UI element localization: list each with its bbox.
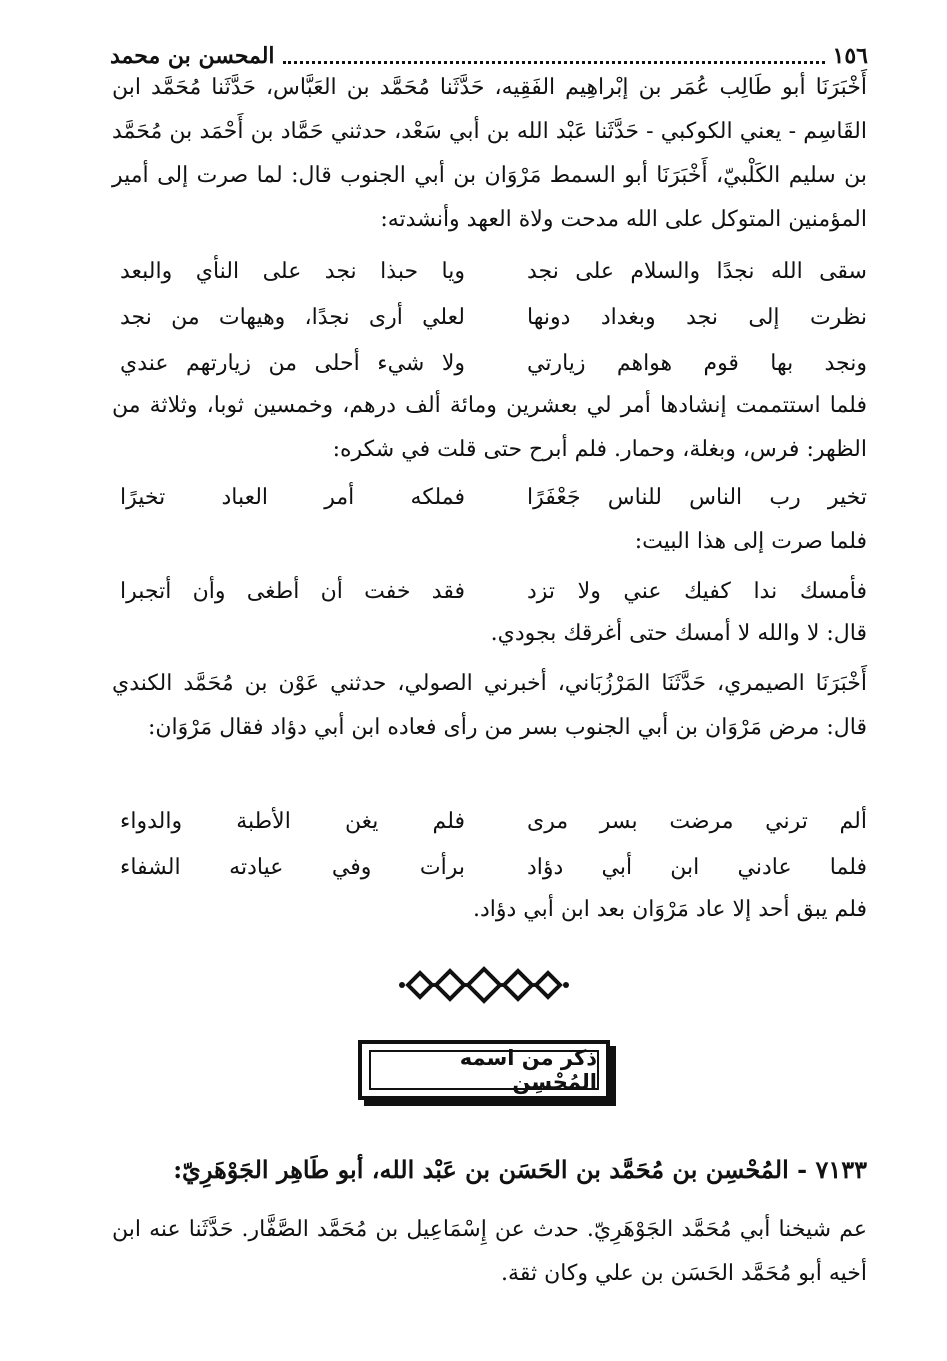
- entry-title: ٧١٣٣ - المُحْسِن بن مُحَمَّد بن الحَسَن بن عَبْد الله، أبو طَاهِر الجَوْهَرِيّ:: [173, 1155, 867, 1184]
- verse-second-hemistich: ويا حبذا نجد على النأي والبعد: [120, 258, 465, 284]
- page-number: ١٥٦: [832, 43, 868, 69]
- verse-first-hemistich: ونجد بها قوم هواهم زيارتي: [527, 350, 867, 376]
- entry-body: [112, 1208, 867, 1296]
- paragraph-text: قال: لا والله لا أمسك حتى أغرقك بجودي.: [490, 621, 867, 646]
- verse-first-hemistich: فأمسك ندا كفيك عني ولا تزد: [527, 578, 867, 604]
- paragraph-text: فلما استتممت إنشادها أمر لي بعشرين ومائة ألف درهم، وخمسين ثوبا، وثلاثة من الظهر: فرس، وبغلة، وحمار. فلم أبرح حتى قلت في شكره:: [112, 393, 867, 462]
- paragraph-text: عم شيخنا أبي مُحَمَّد الجَوْهَرِيّ. حدث عن إِسْمَاعِيل بن مُحَمَّد الصَّفَّار. حَدَّثَنا عنه ابن أخيه أبو مُحَمَّد الحَسَن بن علي وكان ثقة.: [112, 1217, 867, 1286]
- poem-block-1: [112, 248, 867, 386]
- closing-paragraph: [112, 888, 867, 932]
- verse-first-hemistich: سقى الله نجدًا والسلام على نجد: [527, 258, 867, 284]
- verse-line: [112, 568, 867, 614]
- verse-line: [112, 294, 867, 340]
- verse-line: [112, 340, 867, 386]
- verse-first-hemistich: نظرت إلى نجد وبغداد دونها: [527, 304, 867, 330]
- isnad-paragraph-5: [112, 662, 867, 750]
- section-divider-ornament-icon: [398, 960, 570, 1010]
- paragraph-text: فلما صرت إلى هذا البيت:: [634, 529, 867, 554]
- verse-first-hemistich: ألم ترني مرضت بسر مرى: [527, 808, 867, 834]
- paragraph-text: أَخْبَرَنَا الصيمري، حَدَّثَنَا المَرْزُبَاني، أخبرني الصولي، حدثني عَوْن بن مُحَمَّد الكندي قال: مرض مَرْوَان بن أبي الجنوب بسر من رأى فعاده ابن أبي دؤاد فقال مَرْوَان:: [112, 671, 867, 740]
- paragraph-text: فلم يبق أحد إلا عاد مَرْوَان بعد ابن أبي دؤاد.: [472, 897, 867, 922]
- verse-second-hemistich: فقد خفت أن أطغى وأن أتجبرا: [120, 578, 465, 604]
- narrative-paragraph-2: [112, 384, 867, 472]
- verse-line: [112, 248, 867, 294]
- paragraph-text: أَخْبَرَنَا أبو طَالِب عُمَر بن إبْراهِيم الفَقِيه، حَدَّثَنا مُحَمَّد بن العَبَّاس، حَدَّثَنا مُحَمَّد ابن القَاسِم - يعني الكوكبي - حَدَّثَنا عَبْد الله بن أبي سَعْد، حدثني حَمَّاد بن أَحْمَد بن مُحَمَّد بن سليم الكَلْبيّ، أَخْبَرَنَا أبو السمط مَرْوَان بن أبي الجنوب قال: لما صرت إلى أمير المؤمنين المتوكل على الله مدحت ولاة العهد وأنشدته:: [112, 75, 867, 232]
- section-heading: ذكر من اسمه المُحْسِن: [369, 1050, 599, 1090]
- verse-line: [112, 798, 867, 844]
- verse-line: [112, 844, 867, 890]
- section-heading-frame: [358, 1040, 610, 1100]
- verse-first-hemistich: فلما عادني ابن أبي دؤاد: [527, 854, 867, 880]
- running-title: المحسن بن محمد: [110, 43, 275, 69]
- poem-block-4: [112, 798, 867, 890]
- verse-second-hemistich: فلم يغن الأطبة والدواء: [120, 808, 465, 834]
- isnad-paragraph-1: [112, 66, 867, 242]
- leader-dots: [283, 61, 825, 64]
- narrative-paragraph-3: [112, 520, 867, 564]
- verse-second-hemistich: ولا شيء أحلى من زيارتهم عندي: [120, 350, 465, 376]
- verse-second-hemistich: برأت وفي عيادته الشفاء: [120, 854, 465, 880]
- verse-second-hemistich: لعلي أرى نجدًا، وهيهات من نجد: [120, 304, 465, 330]
- narrative-paragraph-4: [112, 612, 867, 656]
- poem-block-2: [112, 474, 867, 520]
- verse-line: [112, 474, 867, 520]
- verse-second-hemistich: فملكه أمر العباد تخيرًا: [120, 484, 465, 510]
- poem-block-3: [112, 568, 867, 614]
- verse-first-hemistich: تخير رب الناس للناس جَعْفَرًا: [527, 484, 867, 510]
